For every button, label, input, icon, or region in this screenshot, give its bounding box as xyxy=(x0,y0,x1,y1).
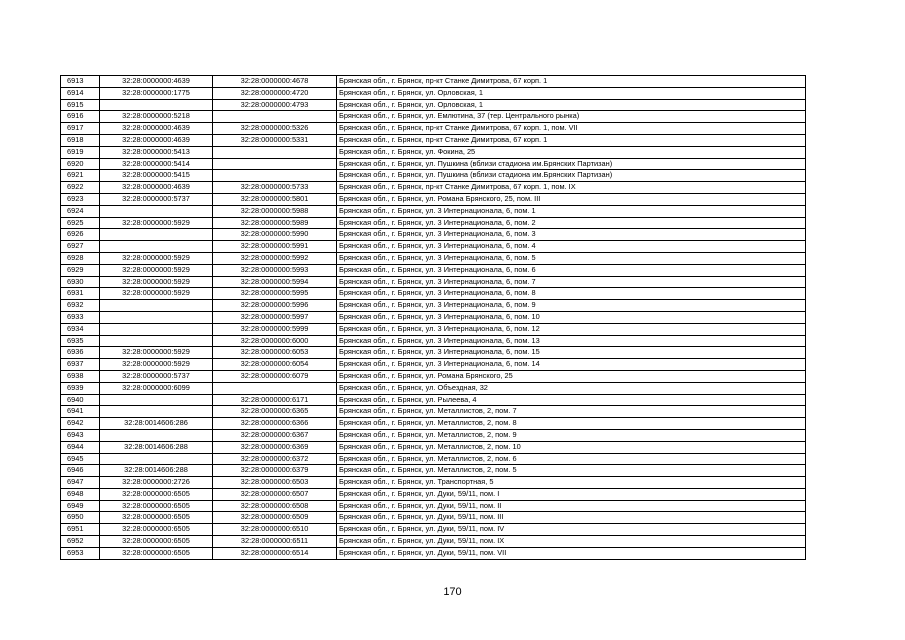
address-cell: Брянская обл., г. Брянск, ул. Дуки, 59/11, пом. II xyxy=(337,500,806,512)
address-cell: Брянская обл., г. Брянск, ул. Фокина, 25 xyxy=(337,146,806,158)
address-cell: Брянская обл., г. Брянск, ул. 3 Интернационала, 6, пом. 10 xyxy=(337,311,806,323)
table-row xyxy=(61,524,806,536)
row-number-cell: 6932 xyxy=(61,300,100,312)
object-number-cell xyxy=(213,146,337,158)
address-cell: Брянская обл., г. Брянск, ул. Металлистов, 2, пом. 8 xyxy=(337,418,806,430)
object-number-cell xyxy=(213,158,337,170)
table-row xyxy=(61,441,806,453)
parcel-number-cell: 32:28:0000000:6505 xyxy=(100,512,213,524)
parcel-number-cell: 32:28:0000000:5929 xyxy=(100,276,213,288)
row-number-cell: 6943 xyxy=(61,429,100,441)
row-number-cell: 6934 xyxy=(61,323,100,335)
parcel-number-cell: 32:28:0000000:6505 xyxy=(100,488,213,500)
address-cell: Брянская обл., г. Брянск, ул. Емлютина, 37 (тер. Центрального рынка) xyxy=(337,111,806,123)
parcel-number-cell: 32:28:0000000:6505 xyxy=(100,536,213,548)
table-body xyxy=(61,76,806,560)
table-row xyxy=(61,182,806,194)
table-row xyxy=(61,300,806,312)
table-row xyxy=(61,311,806,323)
parcel-number-cell: 32:28:0000000:5929 xyxy=(100,217,213,229)
row-number-cell: 6913 xyxy=(61,76,100,88)
parcel-number-cell: 32:28:0000000:5929 xyxy=(100,264,213,276)
object-number-cell: 32:28:0000000:6000 xyxy=(213,335,337,347)
table-row xyxy=(61,418,806,430)
address-cell: Брянская обл., г. Брянск, ул. Романа Брянского, 25, пом. III xyxy=(337,193,806,205)
row-number-cell: 6916 xyxy=(61,111,100,123)
table-row xyxy=(61,170,806,182)
row-number-cell: 6941 xyxy=(61,406,100,418)
parcel-number-cell: 32:28:0000000:5929 xyxy=(100,347,213,359)
parcel-number-cell xyxy=(100,99,213,111)
parcel-number-cell xyxy=(100,335,213,347)
cadastral-table xyxy=(60,75,806,560)
address-cell: Брянская обл., г. Брянск, пр-кт Станке Димитрова, 67 корп. 1 xyxy=(337,76,806,88)
row-number-cell: 6947 xyxy=(61,477,100,489)
parcel-number-cell: 32:28:0000000:4639 xyxy=(100,134,213,146)
row-number-cell: 6935 xyxy=(61,335,100,347)
parcel-number-cell: 32:28:0000000:6505 xyxy=(100,547,213,559)
object-number-cell: 32:28:0000000:5995 xyxy=(213,288,337,300)
table-row xyxy=(61,158,806,170)
object-number-cell: 32:28:0000000:5331 xyxy=(213,134,337,146)
address-cell: Брянская обл., г. Брянск, ул. Дуки, 59/11, пом. III xyxy=(337,512,806,524)
row-number-cell: 6926 xyxy=(61,229,100,241)
parcel-number-cell xyxy=(100,323,213,335)
row-number-cell: 6922 xyxy=(61,182,100,194)
address-cell: Брянская обл., г. Брянск, ул. Орловская, 1 xyxy=(337,99,806,111)
table-row xyxy=(61,394,806,406)
table-row xyxy=(61,123,806,135)
address-cell: Брянская обл., г. Брянск, ул. Рылеева, 4 xyxy=(337,394,806,406)
object-number-cell: 32:28:0000000:6365 xyxy=(213,406,337,418)
row-number-cell: 6942 xyxy=(61,418,100,430)
table-row xyxy=(61,406,806,418)
address-cell: Брянская обл., г. Брянск, ул. 3 Интернационала, 6, пом. 4 xyxy=(337,241,806,253)
address-cell: Брянская обл., г. Брянск, ул. Металлистов, 2, пом. 5 xyxy=(337,465,806,477)
object-number-cell xyxy=(213,382,337,394)
object-number-cell: 32:28:0000000:5989 xyxy=(213,217,337,229)
row-number-cell: 6939 xyxy=(61,382,100,394)
parcel-number-cell: 32:28:0000000:5929 xyxy=(100,252,213,264)
object-number-cell: 32:28:0000000:6503 xyxy=(213,477,337,489)
parcel-number-cell: 32:28:0000000:6505 xyxy=(100,524,213,536)
table-row xyxy=(61,500,806,512)
parcel-number-cell xyxy=(100,241,213,253)
table-row xyxy=(61,335,806,347)
address-cell: Брянская обл., г. Брянск, ул. 3 Интернационала, 6, пом. 5 xyxy=(337,252,806,264)
address-cell: Брянская обл., г. Брянск, ул. Пушкина (вблизи стадиона им.Брянских Партизан) xyxy=(337,158,806,170)
address-cell: Брянская обл., г. Брянск, пр-кт Станке Димитрова, 67 корп. 1 xyxy=(337,134,806,146)
parcel-number-cell: 32:28:0000000:5929 xyxy=(100,359,213,371)
row-number-cell: 6950 xyxy=(61,512,100,524)
address-cell: Брянская обл., г. Брянск, ул. Дуки, 59/11, пом. VII xyxy=(337,547,806,559)
address-cell: Брянская обл., г. Брянск, пр-кт Станке Димитрова, 67 корп. 1, пом. IX xyxy=(337,182,806,194)
table-row xyxy=(61,477,806,489)
table-row xyxy=(61,205,806,217)
object-number-cell: 32:28:0000000:6079 xyxy=(213,370,337,382)
row-number-cell: 6924 xyxy=(61,205,100,217)
table-row xyxy=(61,252,806,264)
object-number-cell: 32:28:0000000:4720 xyxy=(213,87,337,99)
row-number-cell: 6927 xyxy=(61,241,100,253)
row-number-cell: 6920 xyxy=(61,158,100,170)
row-number-cell: 6930 xyxy=(61,276,100,288)
table-row xyxy=(61,536,806,548)
parcel-number-cell: 32:28:0014606:288 xyxy=(100,441,213,453)
row-number-cell: 6952 xyxy=(61,536,100,548)
object-number-cell: 32:28:0000000:5994 xyxy=(213,276,337,288)
object-number-cell: 32:28:0000000:5733 xyxy=(213,182,337,194)
address-cell: Брянская обл., г. Брянск, ул. 3 Интернационала, 6, пом. 7 xyxy=(337,276,806,288)
address-cell: Брянская обл., г. Брянск, ул. 3 Интернационала, 6, пом. 9 xyxy=(337,300,806,312)
parcel-number-cell: 32:28:0014606:286 xyxy=(100,418,213,430)
parcel-number-cell: 32:28:0000000:5737 xyxy=(100,193,213,205)
table-row xyxy=(61,229,806,241)
object-number-cell xyxy=(213,170,337,182)
page-number: 170 xyxy=(443,586,462,598)
row-number-cell: 6938 xyxy=(61,370,100,382)
address-cell: Брянская обл., г. Брянск, ул. Орловская, 1 xyxy=(337,87,806,99)
table-row xyxy=(61,512,806,524)
object-number-cell: 32:28:0000000:6511 xyxy=(213,536,337,548)
row-number-cell: 6917 xyxy=(61,123,100,135)
row-number-cell: 6914 xyxy=(61,87,100,99)
table-row xyxy=(61,547,806,559)
object-number-cell: 32:28:0000000:6507 xyxy=(213,488,337,500)
address-cell: Брянская обл., г. Брянск, ул. 3 Интернационала, 6, пом. 13 xyxy=(337,335,806,347)
address-cell: Брянская обл., г. Брянск, ул. 3 Интернационала, 6, пом. 6 xyxy=(337,264,806,276)
row-number-cell: 6919 xyxy=(61,146,100,158)
table-row xyxy=(61,134,806,146)
row-number-cell: 6936 xyxy=(61,347,100,359)
object-number-cell: 32:28:0000000:5991 xyxy=(213,241,337,253)
address-cell: Брянская обл., г. Брянск, ул. 3 Интернационала, 6, пом. 14 xyxy=(337,359,806,371)
object-number-cell: 32:28:0000000:6367 xyxy=(213,429,337,441)
row-number-cell: 6948 xyxy=(61,488,100,500)
address-cell: Брянская обл., г. Брянск, ул. Дуки, 59/11, пом. I xyxy=(337,488,806,500)
table-row xyxy=(61,453,806,465)
object-number-cell: 32:28:0000000:5996 xyxy=(213,300,337,312)
row-number-cell: 6923 xyxy=(61,193,100,205)
table-row xyxy=(61,241,806,253)
address-cell: Брянская обл., г. Брянск, ул. 3 Интернационала, 6, пом. 12 xyxy=(337,323,806,335)
row-number-cell: 6944 xyxy=(61,441,100,453)
table-row xyxy=(61,347,806,359)
address-cell: Брянская обл., г. Брянск, ул. Транспортная, 5 xyxy=(337,477,806,489)
address-cell: Брянская обл., г. Брянск, ул. 3 Интернационала, 6, пом. 3 xyxy=(337,229,806,241)
table-row xyxy=(61,111,806,123)
row-number-cell: 6929 xyxy=(61,264,100,276)
parcel-number-cell: 32:28:0000000:4639 xyxy=(100,76,213,88)
parcel-number-cell: 32:28:0000000:6099 xyxy=(100,382,213,394)
row-number-cell: 6921 xyxy=(61,170,100,182)
object-number-cell: 32:28:0000000:6171 xyxy=(213,394,337,406)
object-number-cell: 32:28:0000000:6372 xyxy=(213,453,337,465)
parcel-number-cell: 32:28:0000000:5929 xyxy=(100,288,213,300)
parcel-number-cell: 32:28:0000000:4639 xyxy=(100,123,213,135)
row-number-cell: 6931 xyxy=(61,288,100,300)
address-cell: Брянская обл., г. Брянск, ул. Металлистов, 2, пом. 7 xyxy=(337,406,806,418)
table-row xyxy=(61,193,806,205)
parcel-number-cell: 32:28:0000000:6505 xyxy=(100,500,213,512)
object-number-cell: 32:28:0000000:6369 xyxy=(213,441,337,453)
object-number-cell: 32:28:0000000:5801 xyxy=(213,193,337,205)
table-row xyxy=(61,276,806,288)
table-row xyxy=(61,146,806,158)
parcel-number-cell xyxy=(100,205,213,217)
row-number-cell: 6937 xyxy=(61,359,100,371)
object-number-cell: 32:28:0000000:6366 xyxy=(213,418,337,430)
row-number-cell: 6933 xyxy=(61,311,100,323)
address-cell: Брянская обл., г. Брянск, ул. 3 Интернационала, 6, пом. 15 xyxy=(337,347,806,359)
parcel-number-cell: 32:28:0000000:1775 xyxy=(100,87,213,99)
address-cell: Брянская обл., г. Брянск, ул. Металлистов, 2, пом. 6 xyxy=(337,453,806,465)
address-cell: Брянская обл., г. Брянск, ул. Пушкина (вблизи стадиона им.Брянских Партизан) xyxy=(337,170,806,182)
object-number-cell: 32:28:0000000:5990 xyxy=(213,229,337,241)
parcel-number-cell: 32:28:0000000:5414 xyxy=(100,158,213,170)
parcel-number-cell: 32:28:0000000:4639 xyxy=(100,182,213,194)
parcel-number-cell: 32:28:0000000:2726 xyxy=(100,477,213,489)
row-number-cell: 6940 xyxy=(61,394,100,406)
object-number-cell: 32:28:0000000:4793 xyxy=(213,99,337,111)
object-number-cell: 32:28:0000000:5993 xyxy=(213,264,337,276)
parcel-number-cell xyxy=(100,229,213,241)
row-number-cell: 6945 xyxy=(61,453,100,465)
parcel-number-cell: 32:28:0000000:5413 xyxy=(100,146,213,158)
object-number-cell: 32:28:0000000:6054 xyxy=(213,359,337,371)
table-row xyxy=(61,264,806,276)
row-number-cell: 6949 xyxy=(61,500,100,512)
table-row xyxy=(61,370,806,382)
table-row xyxy=(61,87,806,99)
parcel-number-cell xyxy=(100,453,213,465)
object-number-cell: 32:28:0000000:5988 xyxy=(213,205,337,217)
table-row xyxy=(61,488,806,500)
object-number-cell: 32:28:0000000:5999 xyxy=(213,323,337,335)
table-row xyxy=(61,99,806,111)
table-row xyxy=(61,429,806,441)
address-cell: Брянская обл., г. Брянск, ул. Дуки, 59/11, пом. IX xyxy=(337,536,806,548)
parcel-number-cell: 32:28:0000000:5737 xyxy=(100,370,213,382)
address-cell: Брянская обл., г. Брянск, ул. 3 Интернационала, 6, пом. 2 xyxy=(337,217,806,229)
row-number-cell: 6918 xyxy=(61,134,100,146)
table-row xyxy=(61,217,806,229)
object-number-cell: 32:28:0000000:6510 xyxy=(213,524,337,536)
parcel-number-cell xyxy=(100,311,213,323)
object-number-cell: 32:28:0000000:4678 xyxy=(213,76,337,88)
object-number-cell: 32:28:0000000:6514 xyxy=(213,547,337,559)
object-number-cell: 32:28:0000000:6379 xyxy=(213,465,337,477)
parcel-number-cell xyxy=(100,300,213,312)
address-cell: Брянская обл., г. Брянск, ул. Объездная, 32 xyxy=(337,382,806,394)
parcel-number-cell: 32:28:0014606:288 xyxy=(100,465,213,477)
table-row xyxy=(61,76,806,88)
address-cell: Брянская обл., г. Брянск, ул. Дуки, 59/11, пом. IV xyxy=(337,524,806,536)
row-number-cell: 6915 xyxy=(61,99,100,111)
address-cell: Брянская обл., г. Брянск, ул. Металлистов, 2, пом. 10 xyxy=(337,441,806,453)
table-row xyxy=(61,465,806,477)
parcel-number-cell xyxy=(100,394,213,406)
row-number-cell: 6953 xyxy=(61,547,100,559)
object-number-cell xyxy=(213,111,337,123)
object-number-cell: 32:28:0000000:5997 xyxy=(213,311,337,323)
object-number-cell: 32:28:0000000:6053 xyxy=(213,347,337,359)
object-number-cell: 32:28:0000000:6508 xyxy=(213,500,337,512)
address-cell: Брянская обл., г. Брянск, ул. Металлистов, 2, пом. 9 xyxy=(337,429,806,441)
address-cell: Брянская обл., г. Брянск, ул. 3 Интернационала, 6, пом. 8 xyxy=(337,288,806,300)
parcel-number-cell: 32:28:0000000:5218 xyxy=(100,111,213,123)
object-number-cell: 32:28:0000000:5326 xyxy=(213,123,337,135)
parcel-number-cell xyxy=(100,429,213,441)
address-cell: Брянская обл., г. Брянск, пр-кт Станке Димитрова, 67 корп. 1, пом. VII xyxy=(337,123,806,135)
address-cell: Брянская обл., г. Брянск, ул. 3 Интернационала, 6, пом. 1 xyxy=(337,205,806,217)
table-row xyxy=(61,323,806,335)
parcel-number-cell xyxy=(100,406,213,418)
table-row xyxy=(61,382,806,394)
row-number-cell: 6928 xyxy=(61,252,100,264)
row-number-cell: 6951 xyxy=(61,524,100,536)
row-number-cell: 6946 xyxy=(61,465,100,477)
object-number-cell: 32:28:0000000:5992 xyxy=(213,252,337,264)
parcel-number-cell: 32:28:0000000:5415 xyxy=(100,170,213,182)
row-number-cell: 6925 xyxy=(61,217,100,229)
table-row xyxy=(61,288,806,300)
object-number-cell: 32:28:0000000:6509 xyxy=(213,512,337,524)
table-row xyxy=(61,359,806,371)
address-cell: Брянская обл., г. Брянск, ул. Романа Брянского, 25 xyxy=(337,370,806,382)
